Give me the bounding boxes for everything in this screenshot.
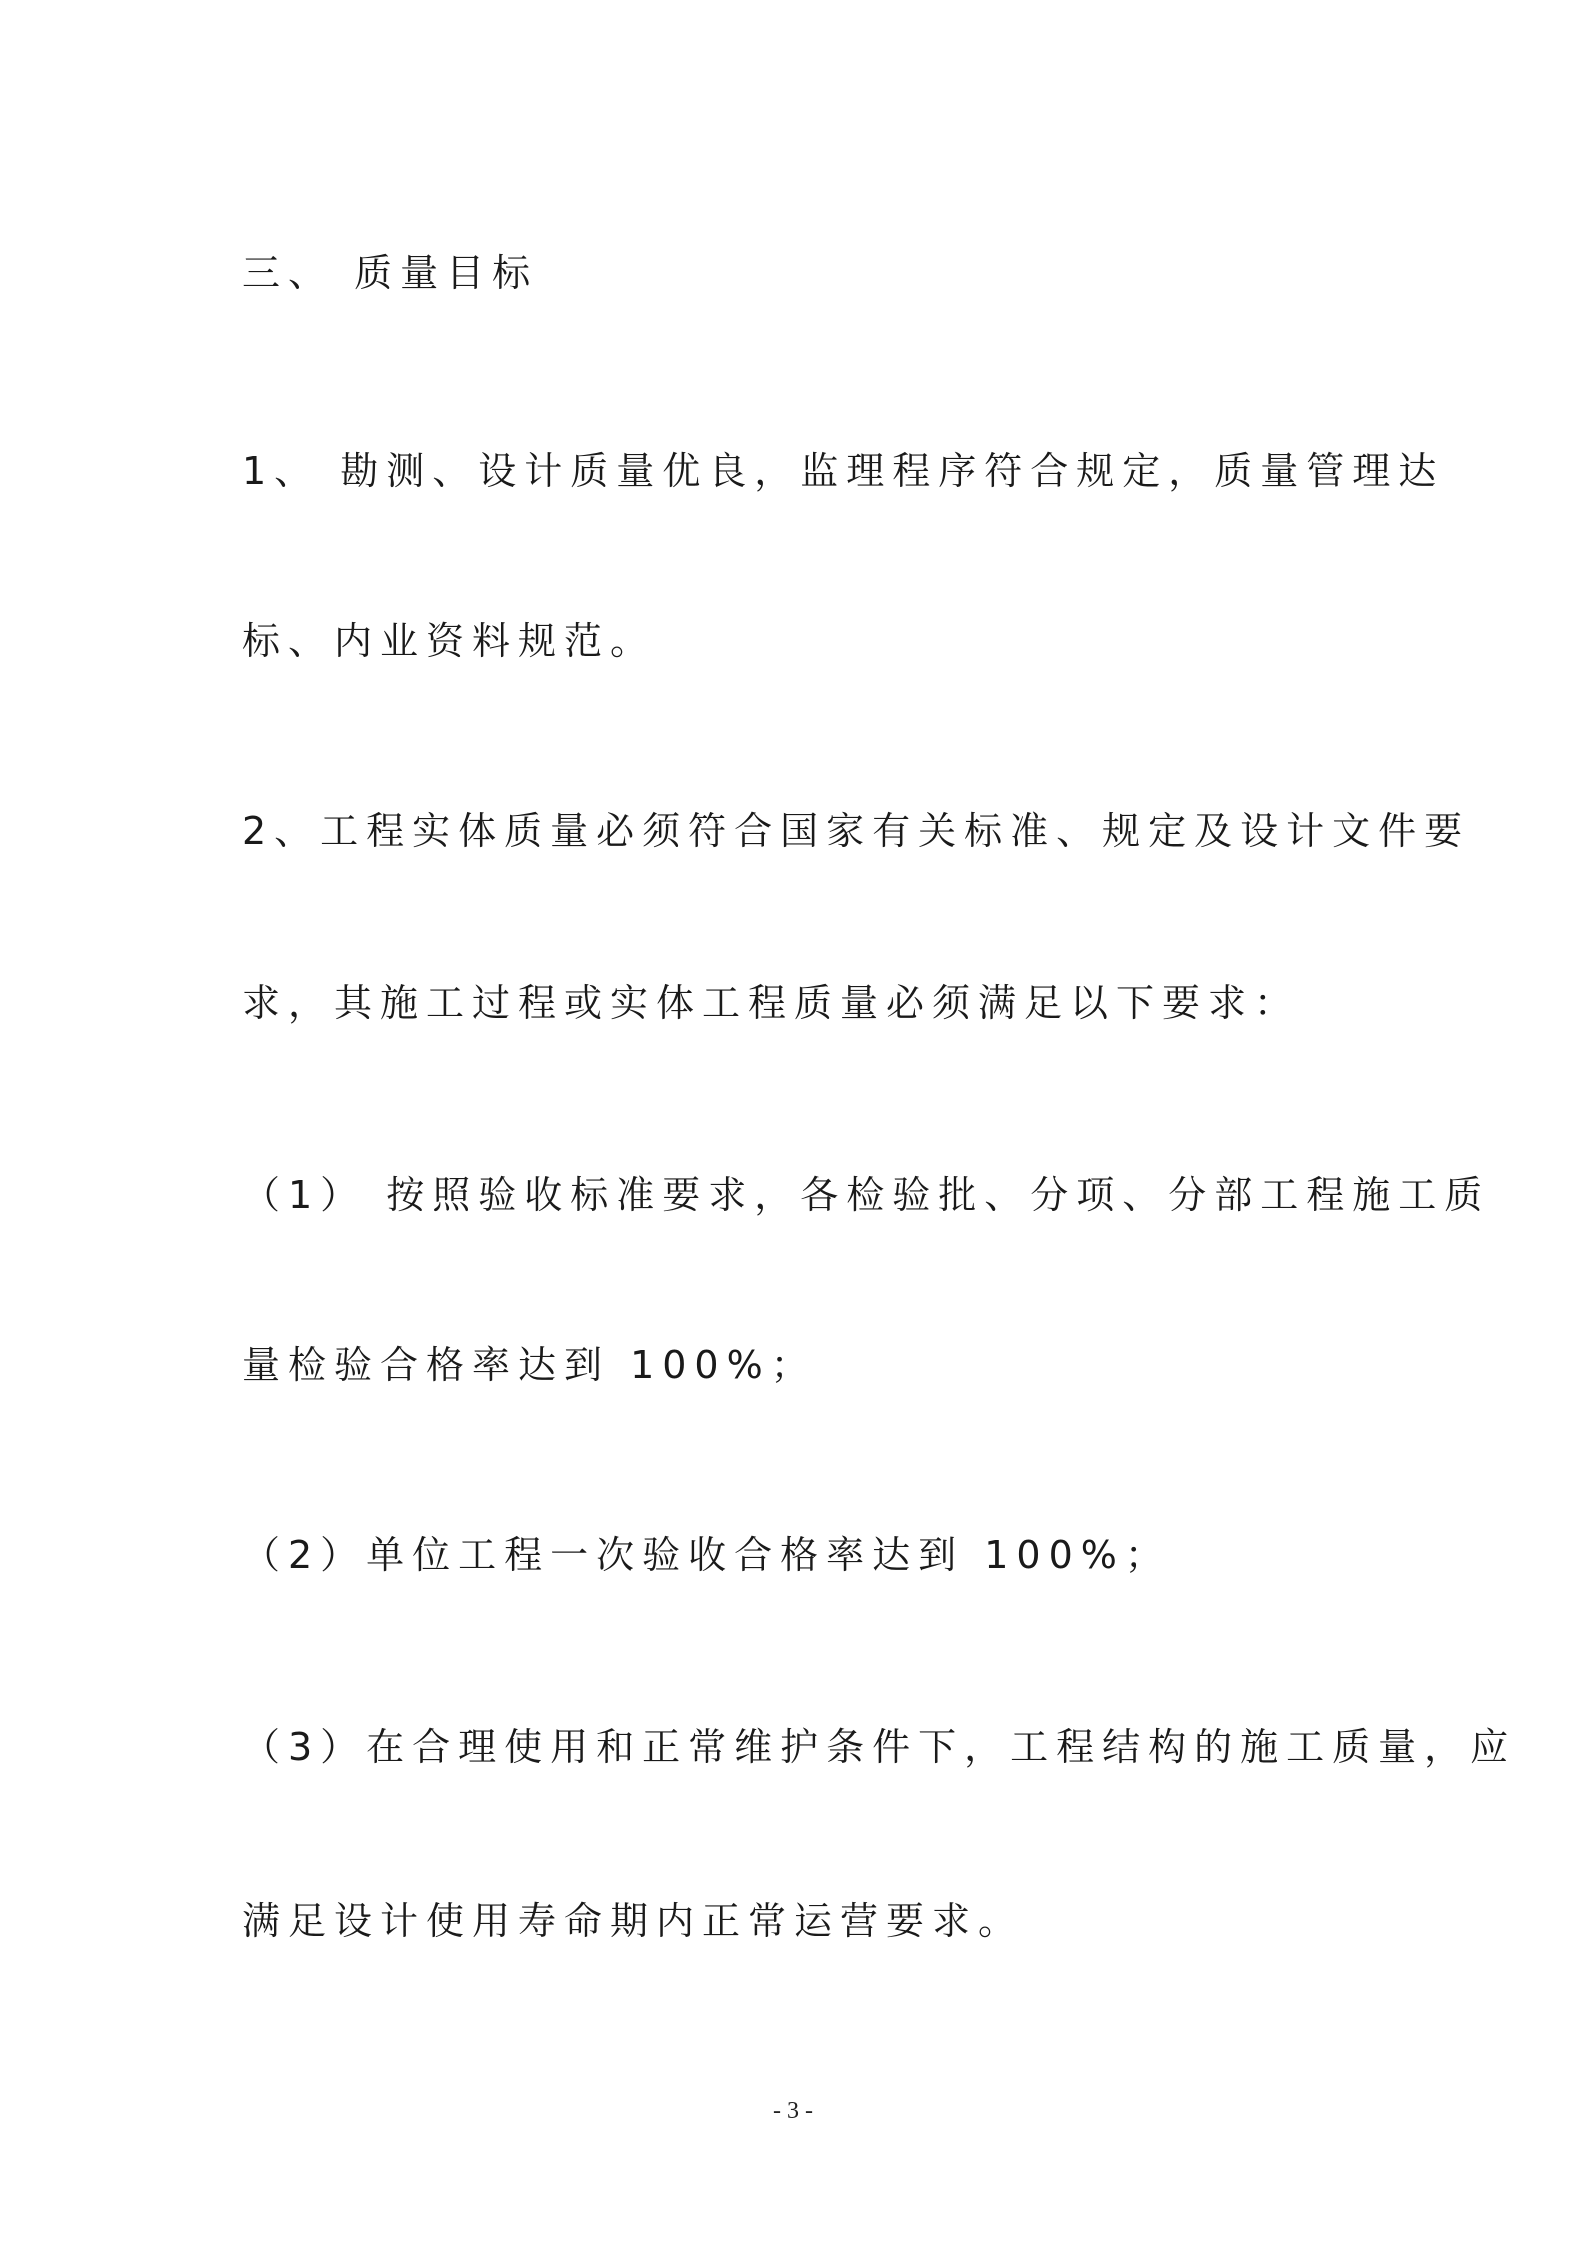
paragraph-line: 标、内业资料规范。 [242, 619, 657, 663]
paragraph-line: 2、工程实体质量必须符合国家有关标准、规定及设计文件要 [242, 809, 1471, 853]
page-number: - 3 - [773, 2098, 813, 2124]
paragraph-line: （2）单位工程一次验收合格率达到 100%； [242, 1533, 1171, 1577]
paragraph-line: 求，其施工过程或实体工程质量必须满足以下要求： [242, 981, 1301, 1025]
paragraph-line: 满足设计使用寿命期内正常运营要求。 [242, 1899, 1025, 1943]
paragraph-line: 1、 勘测、设计质量优良，监理程序符合规定，质量管理达 [242, 449, 1445, 493]
paragraph-line: （3）在合理使用和正常维护条件下，工程结构的施工质量，应 [242, 1725, 1517, 1769]
paragraph-line: 量检验合格率达到 100%； [242, 1343, 817, 1387]
section-heading: 三、 质量目标 [242, 251, 539, 295]
paragraph-line: （1） 按照验收标准要求，各检验批、分项、分部工程施工质 [242, 1173, 1491, 1217]
